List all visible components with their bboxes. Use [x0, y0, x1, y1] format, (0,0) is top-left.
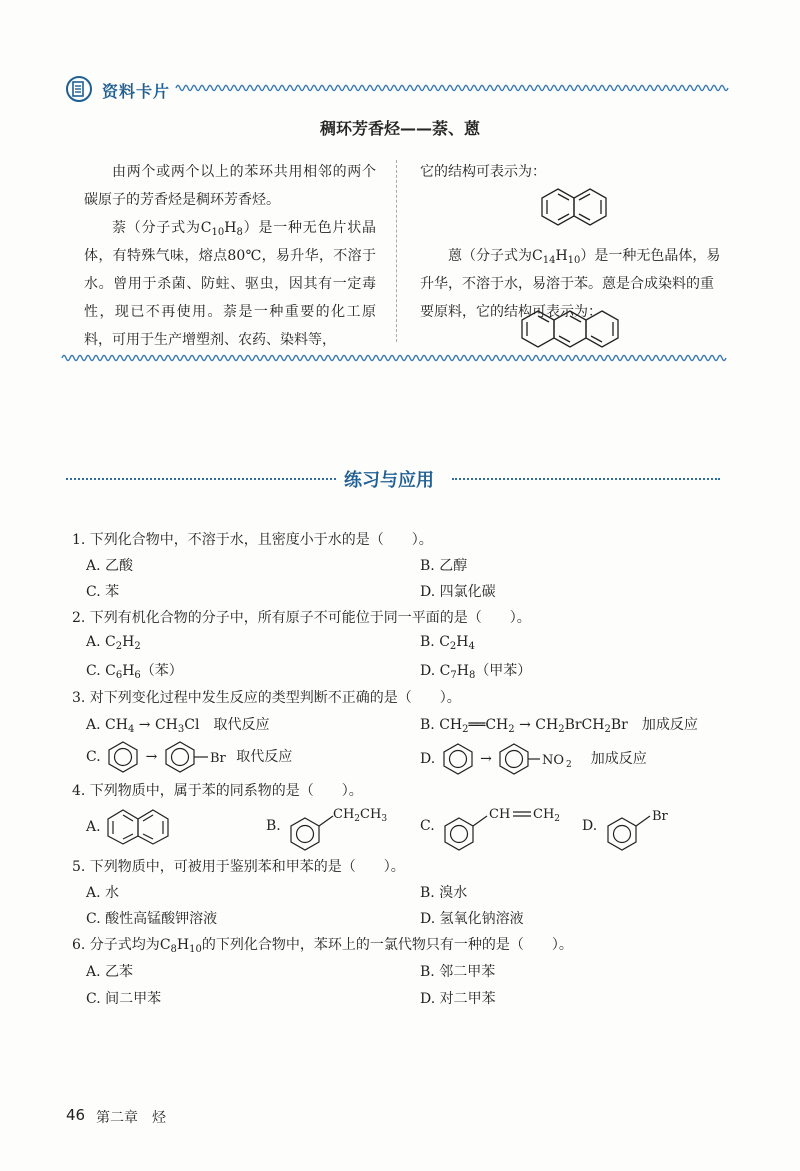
q1-option-c[interactable]: C. 苯	[86, 584, 120, 600]
q3-option-a[interactable]: A. $CH_4 \to CH_3Cl$ 取代反应	[86, 717, 270, 735]
column-divider	[396, 160, 397, 342]
q6-option-b[interactable]: B. 邻二甲苯	[420, 964, 496, 980]
card-left-column	[84, 158, 376, 354]
q6-option-d[interactable]: D. 对二甲苯	[420, 991, 496, 1007]
nitrobenzene-structure	[496, 742, 586, 776]
svg-text:Br: Br	[651, 809, 668, 824]
question-4-stem: 4. 下列物质中，属于苯的同系物的是（ ）。	[72, 783, 363, 799]
q5-option-c[interactable]: C. 酸性高锰酸钾溶液	[86, 911, 218, 927]
q3-option-b[interactable]: B. $CH_2══CH_2$ → $CH_2BrCH_2Br$ 加成反应	[420, 717, 698, 735]
dotted-rule-right	[452, 478, 720, 480]
q6-option-a[interactable]: A. 乙苯	[86, 964, 134, 980]
exercises-title: 练习与应用	[344, 470, 434, 491]
paragraph-anthracene: 蒽（分子式为$C_{14}H_{10}$）是一种无色晶体，易升华，不溶于水，易溶于苯。蒽是合成染料的重要原料，它的结构可表示为：	[420, 248, 721, 320]
q6-option-c[interactable]: C. 间二甲苯	[86, 991, 162, 1007]
chapter-label: 第二章 烃	[96, 1110, 166, 1126]
benzene-structure	[440, 742, 476, 776]
q5-option-b[interactable]: B. 溴水	[420, 885, 468, 901]
q2-option-c[interactable]: C. $C_6H_6$（苯）	[86, 663, 183, 681]
question-3-stem: 3. 对下列变化过程中发生反应的类型判断不正确的是（ ）。	[72, 690, 461, 706]
question-6-stem: 6. 分子式均为$C_8H_{10}$的下列化合物中，苯环上的一氯代物只有一种的是（ ）。	[72, 937, 573, 955]
naphthalene-structure	[105, 808, 171, 846]
svg-text:NO: NO	[542, 753, 565, 768]
document-icon	[66, 76, 92, 102]
q5-option-a[interactable]: A. 水	[86, 885, 120, 901]
q2-option-b[interactable]: B. $C_2H_4$	[420, 634, 475, 652]
card-label: 资料卡片	[102, 82, 171, 101]
q4-option-a[interactable]: A.	[86, 805, 171, 849]
q1-option-a[interactable]: A. 乙酸	[86, 558, 134, 574]
card-title: 稠环芳香烃——萘、蒽	[319, 119, 480, 138]
ethylbenzene-structure	[285, 798, 388, 854]
naphthalene-structure	[538, 186, 610, 226]
question-5-stem: 5. 下列物质中，可被用于鉴别苯和甲苯的是（ ）。	[72, 859, 405, 875]
q3-option-d[interactable]: D. → NO 2 加成反应	[420, 742, 647, 776]
q4-option-b[interactable]: B. $CH_2CH_3$	[266, 798, 381, 854]
card-right-column	[420, 158, 722, 326]
q4-option-c[interactable]: C. CH $CH_2$	[420, 798, 579, 854]
benzene-structure	[105, 740, 141, 774]
paragraph-naphthalene: 萘（分子式为$C_{10}H_8$）是一种无色片状晶体，有特殊气味，熔点80℃，易升华，不溶于水。曾用于杀菌、防蛀、驱虫，因其有一定毒性，现已不再使用。萘是一种重要的化工原料，可用于生产增塑剂、农药、染料等，	[84, 220, 376, 348]
svg-text:CH2: $CH_2$	[533, 807, 561, 824]
svg-text:CH2CH3: $CH_2CH_3$	[333, 807, 388, 824]
svg-text:Br: Br	[209, 751, 226, 766]
dotted-rule-left	[66, 478, 336, 480]
svg-text:2: 2	[566, 760, 573, 770]
paragraph-structure-intro: 它的结构可表示为：	[420, 164, 546, 180]
page-number: 46	[66, 1106, 86, 1124]
wave-divider-bottom	[62, 352, 722, 364]
wave-divider-top	[176, 82, 722, 94]
q3-option-c[interactable]: C. → Br 取代反应	[86, 740, 292, 774]
question-2-stem: 2. 下列有机化合物的分子中，所有原子不可能位于同一平面的是（ ）。	[72, 610, 531, 626]
bromobenzene-structure	[162, 740, 232, 774]
paragraph-definition: 由两个或两个以上的苯环共用相邻的两个碳原子的芳香烃是稠环芳香烃。	[84, 164, 376, 208]
anthracene-structure	[520, 308, 620, 348]
q5-option-d[interactable]: D. 氢氧化钠溶液	[420, 911, 524, 927]
q1-option-b[interactable]: B. 乙醇	[420, 558, 468, 574]
q1-option-d[interactable]: D. 四氯化碳	[420, 584, 496, 600]
svg-text:CH: CH	[489, 807, 511, 822]
bromobenzene-structure	[602, 798, 678, 854]
q2-option-a[interactable]: A. $C_2H_2$	[86, 634, 141, 652]
question-1-stem: 1. 下列化合物中，不溶于水，且密度小于水的是（ ）。	[72, 532, 433, 548]
q2-option-d[interactable]: D. $C_7H_8$（甲苯）	[420, 663, 532, 681]
q4-option-d[interactable]: D. Br	[582, 798, 678, 854]
styrene-structure	[439, 798, 579, 854]
